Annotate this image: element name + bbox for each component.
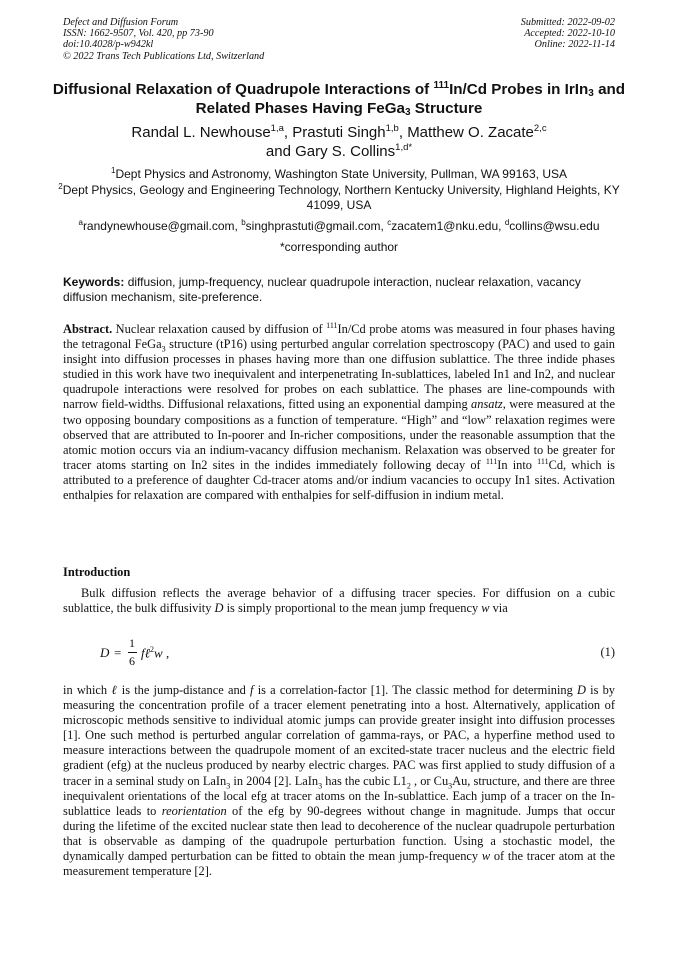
intro-paragraph bbox=[63, 586, 615, 616]
author-separator: , bbox=[283, 124, 293, 141]
paragraph-subscript: 3 bbox=[318, 781, 323, 791]
equation-term: w , bbox=[154, 645, 170, 661]
affiliation-text: Dept Physics and Astronomy, Washington State University, Pullman, WA 99163, USA bbox=[115, 167, 567, 181]
email-link[interactable]: collins@wsu.edu bbox=[509, 219, 600, 233]
abstract-text: Cd, which is attributed to a preference of daughter Cd-tracer atoms and/or indium vacancies to occupy In1 sites. Activation enthalpies for relaxation are compared with enthalpies for self-diffusion in indium metal. bbox=[63, 457, 615, 503]
journal-header bbox=[63, 17, 264, 62]
email-link[interactable]: zacatem1@nku.edu, bbox=[391, 219, 505, 233]
issn-line: ISSN: 1662-9507, Vol. 420, pp 73-90 bbox=[63, 28, 214, 40]
paper-title bbox=[50, 80, 628, 118]
equation-lhs: D bbox=[100, 645, 110, 660]
email-link[interactable]: singhprastuti@gmail.com, bbox=[245, 219, 388, 233]
corresponding-author-note: *corresponding author bbox=[279, 240, 399, 254]
paragraph-subscript: 2 bbox=[406, 781, 411, 791]
paragraph-text: of the tracer atom at the measurement temperature [2]. bbox=[63, 849, 616, 879]
author-affil-mark: 1,b bbox=[385, 123, 399, 134]
keywords-section bbox=[63, 275, 615, 305]
paragraph-text: , or Cu bbox=[410, 773, 449, 788]
author-name: Prastuti Singh bbox=[292, 124, 386, 141]
email-mark: b bbox=[241, 218, 246, 227]
author-list bbox=[40, 124, 638, 161]
journal-name: Defect and Diffusion Forum bbox=[63, 17, 179, 28]
affiliation-mark: 1 bbox=[111, 166, 116, 175]
author-name: Randal L. Newhouse bbox=[131, 124, 271, 141]
copyright-line: © 2022 Trans Tech Publications Ltd, Switzerland bbox=[63, 50, 265, 62]
title-text: In/Cd Probes in IrIn bbox=[449, 81, 589, 98]
affiliation-text: Dept Physics, Geology and Engineering Technology, Northern Kentucky University, Highland Heights, KY 41099, USA bbox=[62, 182, 620, 212]
fraction-bar bbox=[128, 652, 137, 653]
title-superscript: 111 bbox=[433, 79, 450, 91]
symbol-w: w bbox=[481, 849, 491, 864]
abstract-text: Nuclear relaxation caused by diffusion of bbox=[112, 322, 327, 336]
affiliation-item bbox=[55, 183, 623, 214]
equation-equals: = bbox=[114, 645, 122, 660]
equation-term: fℓ bbox=[141, 645, 151, 661]
abstract-superscript: 111 bbox=[326, 320, 338, 330]
paragraph-text: in which bbox=[63, 683, 112, 697]
section-heading-introduction: Introduction bbox=[63, 565, 131, 579]
equation-1 bbox=[100, 633, 190, 669]
abstract-subscript: 3 bbox=[161, 344, 166, 354]
title-text: and Related Phases Having FeGa bbox=[195, 81, 626, 117]
paragraph-text: via bbox=[489, 601, 508, 616]
online-date: Online: 2022-11-14 bbox=[534, 39, 615, 51]
title-text: Diffusional Relaxation of Quadrupole Interactions of bbox=[52, 81, 434, 98]
symbol-w: w bbox=[481, 601, 490, 616]
email-mark: d bbox=[504, 218, 510, 227]
paragraph-text: Au, structure, and there are three inequivalent orientations of the local efg at tracer atoms on the In-sublattice. Each jump of a tracer on the In-sublattice leads to bbox=[63, 773, 616, 818]
affiliation-mark: 2 bbox=[58, 181, 63, 191]
author-affil-mark: 2,c bbox=[533, 123, 547, 134]
email-link[interactable]: randynewhouse@gmail.com, bbox=[82, 219, 242, 233]
abstract-section bbox=[63, 322, 615, 503]
title-subscript: 3 bbox=[588, 88, 594, 99]
affiliations bbox=[55, 167, 623, 214]
paragraph-text: is by measuring the concentration profile of a tracer element penetrating into a host. Alternatively, application of microscopic methods sensitive to individual atomic jumps can provide greater insight into diffusion processes [1]. One such method is perturbed angular correlation of gamma-rays, or PAC, a hyperfine method used to measure interactions between the quadrupole moment of an excited-state tracer nucleus and the electric field gradient (efg) at the nucleus produced by nearby electric charges. PAC was first applied to study diffusion of a tracer in a seminal study on LaIn bbox=[63, 683, 615, 788]
symbol-f: f bbox=[250, 683, 254, 697]
dates-header bbox=[521, 17, 615, 51]
author-affil-mark: 1,d* bbox=[395, 141, 413, 153]
abstract-text: In into bbox=[497, 457, 538, 472]
fraction-denominator: 6 bbox=[129, 654, 135, 668]
symbol-d: D bbox=[576, 683, 586, 697]
email-mark: c bbox=[387, 218, 392, 227]
author-separator: , bbox=[398, 124, 408, 141]
keywords-text: diffusion, jump-frequency, nuclear quadrupole interaction, nuclear relaxation, vacancy diffusion mechanism, site-preference. bbox=[63, 275, 581, 304]
accepted-date: Accepted: 2022-10-10 bbox=[524, 28, 615, 40]
paragraph-text: of the efg by 90-degrees without change in magnitude. Jumps that occur during the lifetime of the excited nuclear state then lead to decoherence of the nuclear quadrupole perturbation that is observable as damping of the quadrupole perturbation function. Using a stochastic model, the dynamically damped perturbation can be fitted to obtain the mean jump-frequency bbox=[63, 803, 615, 864]
italic-term: reorientation bbox=[161, 803, 227, 818]
abstract-text: In/Cd probe atoms was measured in four phases having the tetragonal FeGa bbox=[63, 322, 615, 352]
author-name: Gary S. Collins bbox=[295, 142, 396, 160]
keywords-label: Keywords: bbox=[63, 275, 125, 289]
abstract-text: structure (tP16) using perturbed angular correlation spectroscopy (PAC) and used to gain insight into diffusion processes in phases having more than one diffusion sublattice. The three indide phases studied in this work have two inequivalent and interpenetrating In-sublattices, labeled In1 and In2, and nuclear quadrupole interactions were resolved for probes on each sublattice. The phases are line-compounds with narrow field-widths. Diffusional relaxations, fitted using an exponential damping bbox=[63, 337, 615, 412]
author-name: Matthew O. Zacate bbox=[407, 124, 534, 141]
doi-line[interactable]: doi:10.4028/p-w942kl bbox=[63, 39, 154, 51]
paragraph-subscript: 3 bbox=[226, 781, 231, 791]
paragraph-text: is simply proportional to the mean jump frequency bbox=[223, 601, 482, 616]
equation-number: (1) bbox=[600, 645, 615, 659]
paragraph-text: is a correlation-factor [1]. The classic method for determining bbox=[253, 683, 577, 697]
title-text: Structure bbox=[410, 100, 483, 117]
symbol-ell: ℓ bbox=[111, 683, 118, 697]
paragraph-text: Bulk diffusion reflects the average behavior of a diffusing tracer species. For diffusion on a cubic sublattice, the bulk diffusivity bbox=[63, 586, 615, 616]
paragraph-text: is the jump-distance and bbox=[117, 683, 251, 697]
intro-paragraph bbox=[63, 683, 615, 879]
abstract-superscript: 111 bbox=[485, 456, 498, 466]
symbol-d: D bbox=[214, 601, 224, 616]
fraction-numerator: 1 bbox=[129, 636, 135, 650]
paragraph-text: in 2004 [2]. LaIn bbox=[230, 773, 319, 788]
author-affil-mark: 1,a bbox=[270, 123, 284, 134]
paragraph-text: has the cubic L1 bbox=[322, 773, 407, 788]
submitted-date: Submitted: 2022-09-02 bbox=[520, 17, 615, 28]
title-subscript: 3 bbox=[405, 107, 411, 118]
author-and: and bbox=[265, 142, 296, 160]
affiliation-item bbox=[55, 167, 623, 183]
abstract-superscript: 111 bbox=[537, 456, 549, 466]
email-mark: a bbox=[78, 218, 83, 227]
abstract-label: Abstract. bbox=[63, 322, 113, 336]
author-emails bbox=[40, 219, 638, 234]
abstract-text: , were measured at the two opposing boundary compositions as a function of temperature. “High” and “low” relaxation regimes were observed that are attributed to In-poorer and In-richer compositions, under the reasonable assumption that the atomic motion occurs via an indium-vacancy diffusion mechanism. Relaxation was observed to be greater for tracer atoms starting on In2 sites in the indides immediately following decay of bbox=[63, 397, 615, 472]
paragraph-subscript: 3 bbox=[448, 781, 453, 791]
abstract-italic: ansatz bbox=[471, 397, 503, 412]
equation-exponent: 2 bbox=[150, 645, 155, 654]
equation-rhs bbox=[141, 645, 169, 661]
